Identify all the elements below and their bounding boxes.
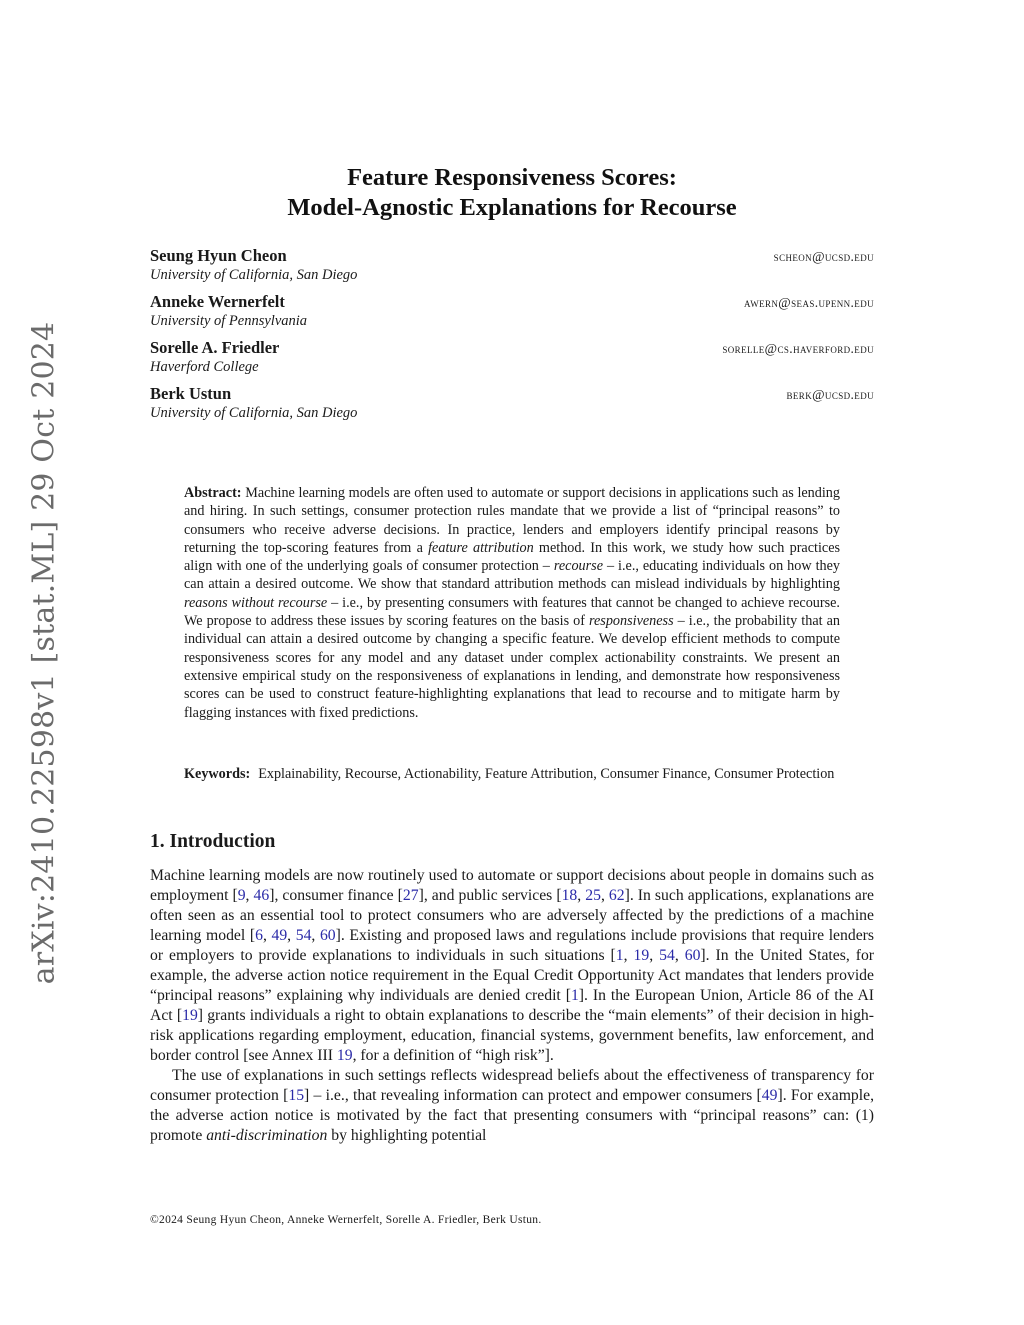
paper-title <box>0 163 1024 223</box>
citation-link[interactable]: 49 <box>761 1087 778 1104</box>
abstract-emphasis: feature attribution <box>428 539 534 556</box>
text-run: , <box>600 887 609 904</box>
author-email[interactable]: sorelle@cs.haverford.edu <box>722 341 874 356</box>
author-list <box>150 246 874 430</box>
abstract-label: Abstract: <box>184 485 242 501</box>
arxiv-identifier-stamp <box>24 321 64 985</box>
title-line-2: Model-Agnostic Explanations for Recourse <box>287 194 737 221</box>
author-name: Anneke Wernerfelt <box>150 292 285 311</box>
text-run: , <box>577 887 586 904</box>
abstract-text: – i.e., the probability that an individual can attain a desired outcome by changing a specific feature. We develop efficient methods to compute responsiveness scores for any model and any dataset under complex actionability constraints. We present an extensive empirical study on the responsiveness of explanations in lending, and demonstrate how responsiveness scores can be used to construct feature-highlighting explanations that lead to recourse and to mitigate harm by flagging instances with fixed predictions. <box>184 613 840 721</box>
text-run: , <box>262 927 272 944</box>
author-email[interactable]: scheon@ucsd.edu <box>773 249 874 264</box>
abstract-emphasis: recourse <box>553 558 603 575</box>
author-email[interactable]: awern@seas.upenn.edu <box>744 295 874 310</box>
author-email[interactable]: berk@ucsd.edu <box>786 387 874 402</box>
section-heading: 1. Introduction <box>150 831 276 852</box>
citation-link[interactable]: 62 <box>608 887 625 904</box>
paragraph <box>150 866 874 1066</box>
citation-link[interactable]: 49 <box>271 927 288 944</box>
text-run: ] grants individuals a right to obtain explanations to describe the “main elements” of their decision in high-risk applications regarding employment, education, financial systems, government benefits, law enforcement, and border control [see Annex III <box>150 1007 875 1064</box>
citation-link[interactable]: 60 <box>684 947 701 964</box>
arxiv-stamp-text: arXiv:2410.22598v1 [stat.ML] 29 Oct 2024 <box>26 321 62 985</box>
text-run: , <box>649 947 660 964</box>
abstract-text: – i.e., by presenting consumers with features that cannot be changed to achieve recourse. We propose to address these issues by scoring features on the basis of <box>184 594 840 630</box>
citation-link[interactable]: 6 <box>255 927 263 944</box>
text-run: , for a definition of “high risk”]. <box>352 1047 554 1064</box>
author-block <box>150 292 874 338</box>
abstract-text: method. In this work, we study how such practices align with one of the underlying goals of consumer protection – <box>184 539 841 575</box>
text-run: , <box>245 887 254 904</box>
text-run: by highlighting potential <box>327 1127 487 1144</box>
text-run: The use of explanations in such settings reflects widespread beliefs about the effectiveness of transparency for consumer protection [ <box>150 1067 874 1104</box>
title-line-1: Feature Responsiveness Scores: <box>347 164 677 191</box>
citation-link[interactable]: 19 <box>336 1047 353 1064</box>
author-name: Seung Hyun Cheon <box>150 246 287 265</box>
keywords-text: Explainability, Recourse, Actionability, Feature Attribution, Consumer Finance, Consumer Protection <box>258 766 835 782</box>
author-affiliation: University of Pennsylvania <box>150 313 308 329</box>
emphasis: anti-discrimination <box>206 1127 328 1144</box>
text-run: ]. In the United States, for example, the adverse action notice requirement in the Equal Credit Opportunity Act mandates that lenders provide “principal reasons” explaining why individuals are denied credit [ <box>150 947 875 1004</box>
text-run: , <box>674 947 685 964</box>
keywords <box>184 765 840 783</box>
keywords-label: Keywords: <box>184 766 251 782</box>
text-run: , <box>311 927 320 944</box>
copyright-notice: ©2024 Seung Hyun Cheon, Anneke Wernerfelt, Sorelle A. Friedler, Berk Ustun. <box>150 1214 542 1226</box>
citation-link[interactable]: 54 <box>295 927 312 944</box>
author-name: Sorelle A. Friedler <box>150 338 280 357</box>
author-block <box>150 246 874 292</box>
author-block <box>150 338 874 384</box>
paragraph <box>150 1066 874 1146</box>
citation-link[interactable]: 25 <box>585 887 601 904</box>
text-run: ]. In the European Union, Article 86 of the AI Act [ <box>150 987 874 1024</box>
text-run: ]. For example, the adverse action notice is motivated by the fact that presenting consumers with “principal reasons” can: (1) promote <box>150 1087 875 1144</box>
citation-link[interactable]: 46 <box>253 887 270 904</box>
citation-link[interactable]: 54 <box>659 947 675 964</box>
text-run: , <box>287 927 296 944</box>
citation-link[interactable]: 19 <box>633 947 650 964</box>
text-run: ] – i.e., that revealing information can protect and empower consumers [ <box>304 1087 762 1104</box>
citation-link[interactable]: 27 <box>402 887 419 904</box>
citation-link[interactable]: 1 <box>570 987 579 1004</box>
author-name: Berk Ustun <box>150 384 232 403</box>
abstract-text: Machine learning models are often used to automate or support decisions in applications such as lending and hiring. In such settings, consumer protection rules mandate that we provide a list of “principal reasons” to consumers who receive adverse decisions. In practice, lenders and employers identify principal reasons by returning the top-scoring features from a <box>184 485 840 556</box>
citation-link[interactable]: 60 <box>319 927 336 944</box>
text-run: ]. Existing and proposed laws and regulations include provisions that require lenders or employers to provide explanations to individuals in such situations [ <box>150 927 875 964</box>
text-run: , <box>623 947 634 964</box>
text-run: ], and public services [ <box>418 887 562 904</box>
abstract-emphasis: reasons without recourse <box>184 594 328 611</box>
citation-link[interactable]: 18 <box>561 887 578 904</box>
text-run: Machine learning models are now routinely used to automate or support decisions about people in domains such as employment [ <box>150 867 874 904</box>
citation-link[interactable]: 15 <box>288 1087 305 1104</box>
citation-link[interactable]: 9 <box>237 887 246 904</box>
text-run: ]. In such applications, explanations are often seen as an essential tool to protect consumers who are adversely affected by the predictions of a machine learning model [ <box>150 887 875 944</box>
citation-link[interactable]: 19 <box>182 1007 198 1024</box>
abstract-emphasis: responsiveness <box>589 613 674 630</box>
body-text <box>150 866 874 1146</box>
abstract-text: – i.e., educating individuals on how they can attain a desired outcome. We show that standard attribution methods can mislead individuals by highlighting <box>184 558 840 593</box>
text-run: ], consumer finance [ <box>269 887 403 904</box>
author-affiliation: University of California, San Diego <box>150 267 358 283</box>
author-block <box>150 384 874 430</box>
author-affiliation: University of California, San Diego <box>150 405 358 421</box>
author-affiliation: Haverford College <box>150 359 259 375</box>
abstract <box>184 484 840 722</box>
citation-link[interactable]: 1 <box>615 947 624 964</box>
